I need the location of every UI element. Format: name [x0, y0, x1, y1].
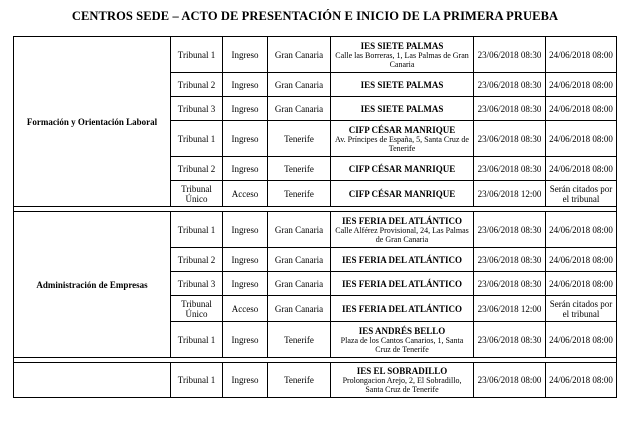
isla-cell: Gran Canaria: [268, 272, 331, 296]
presentacion-cell: 23/06/2018 08:30: [474, 121, 546, 157]
sede-name: IES SIETE PALMAS: [360, 40, 444, 51]
isla-cell: Gran Canaria: [268, 37, 331, 73]
prueba-cell: 24/06/2018 08:00: [546, 97, 617, 121]
prueba-cell: 24/06/2018 08:00: [546, 157, 617, 181]
sede-cell: [331, 121, 474, 157]
sede-name: CIFP CÉSAR MANRIQUE: [348, 124, 456, 135]
sede-cell: [331, 73, 474, 97]
tribunal-cell: Tribunal 3: [171, 272, 223, 296]
cycle-name: Formación y Orientación Laboral: [26, 116, 158, 127]
acceso-cell: Ingreso: [223, 212, 268, 248]
isla-cell: Tenerife: [268, 121, 331, 157]
tribunal-cell: Tribunal Único: [171, 181, 223, 207]
acceso-cell: Ingreso: [223, 73, 268, 97]
acceso-cell: Acceso: [223, 296, 268, 322]
sede-name: IES FERIA DEL ATLÁNTICO: [341, 215, 463, 226]
presentacion-cell: 23/06/2018 08:30: [474, 157, 546, 181]
sede-name: IES FERIA DEL ATLÁNTICO: [341, 254, 463, 265]
cycle-cell: [14, 363, 171, 398]
sede-cell: [331, 181, 474, 207]
acceso-cell: Ingreso: [223, 97, 268, 121]
isla-cell: Gran Canaria: [268, 97, 331, 121]
sede-cell: [331, 272, 474, 296]
acceso-cell: Ingreso: [223, 248, 268, 272]
acceso-cell: Ingreso: [223, 363, 268, 398]
presentacion-cell: 23/06/2018 08:30: [474, 248, 546, 272]
acceso-cell: Ingreso: [223, 121, 268, 157]
sede-name: CIFP CÉSAR MANRIQUE: [348, 188, 456, 199]
isla-cell: Tenerife: [268, 157, 331, 181]
tribunal-cell: Tribunal 1: [171, 121, 223, 157]
acceso-cell: Ingreso: [223, 37, 268, 73]
isla-cell: Gran Canaria: [268, 73, 331, 97]
sede-name: IES EL SOBRADILLO: [356, 366, 448, 376]
presentacion-cell: 23/06/2018 08:30: [474, 322, 546, 358]
prueba-cell: 24/06/2018 08:00: [546, 121, 617, 157]
table-row: [14, 212, 617, 248]
sede-address: Plaza de los Cantos Canarios, 1, Santa Cruz de Tenerife: [340, 335, 464, 354]
isla-cell: Tenerife: [268, 322, 331, 358]
cycle-cell: [14, 212, 171, 358]
sede-address: Av. Príncipes de España, 5, Santa Cruz de Tenerife: [335, 134, 469, 153]
acceso-cell: Acceso: [223, 181, 268, 207]
acceso-cell: Ingreso: [223, 272, 268, 296]
prueba-cell: 24/06/2018 08:00: [546, 212, 617, 248]
sede-cell: [331, 248, 474, 272]
tribunal-cell: Tribunal 1: [171, 212, 223, 248]
tribunal-cell: Tribunal 1: [171, 37, 223, 73]
tribunal-cell: Tribunal 2: [171, 157, 223, 181]
tribunal-cell: Tribunal 2: [171, 73, 223, 97]
acceso-cell: Ingreso: [223, 157, 268, 181]
presentacion-cell: 23/06/2018 08:30: [474, 97, 546, 121]
prueba-cell: 24/06/2018 08:00: [546, 363, 617, 398]
prueba-cell: 24/06/2018 08:00: [546, 272, 617, 296]
table-row: [14, 37, 617, 73]
sede-name: IES FERIA DEL ATLÁNTICO: [341, 303, 463, 314]
sede-cell: [331, 97, 474, 121]
sede-name: IES SIETE PALMAS: [360, 103, 444, 114]
cycle-cell: [14, 37, 171, 207]
sede-address: Calle las Borreras, 1, Las Palmas de Gran Canaria: [335, 50, 469, 69]
tribunal-cell: Tribunal 3: [171, 97, 223, 121]
prueba-cell: Serán citados por el tribunal: [546, 296, 617, 322]
prueba-cell: 24/06/2018 08:00: [546, 322, 617, 358]
presentacion-cell: 23/06/2018 08:00: [474, 363, 546, 398]
presentacion-cell: 23/06/2018 12:00: [474, 296, 546, 322]
sede-cell: [331, 37, 474, 73]
presentacion-cell: 23/06/2018 08:30: [474, 272, 546, 296]
tribunal-cell: Tribunal Único: [171, 296, 223, 322]
tribunal-cell: Tribunal 1: [171, 363, 223, 398]
isla-cell: Tenerife: [268, 181, 331, 207]
sede-name: IES FERIA DEL ATLÁNTICO: [341, 278, 463, 289]
sede-address: Calle Alférez Provisional, 24, Las Palmas de Gran Canaria: [335, 225, 469, 244]
page-title: CENTROS SEDE – ACTO DE PRESENTACIÓN E INICIO DE LA PRIMERA PRUEBA: [71, 9, 559, 23]
isla-cell: Gran Canaria: [268, 248, 331, 272]
tribunal-cell: Tribunal 1: [171, 322, 223, 358]
isla-cell: Gran Canaria: [268, 212, 331, 248]
cycle-name: Administración de Empresas: [36, 279, 148, 290]
presentacion-cell: 23/06/2018 12:00: [474, 181, 546, 207]
tribunal-cell: Tribunal 2: [171, 248, 223, 272]
presentacion-cell: 23/06/2018 08:30: [474, 37, 546, 73]
acceso-cell: Ingreso: [223, 322, 268, 358]
sede-cell: [331, 296, 474, 322]
sede-address: Prolongacion Arejo, 2, El Sobradillo, Santa Cruz de Tenerife: [342, 376, 462, 394]
sede-cell: [331, 322, 474, 358]
presentacion-cell: 23/06/2018 08:30: [474, 212, 546, 248]
presentacion-cell: 23/06/2018 08:30: [474, 73, 546, 97]
table-row: [14, 363, 617, 398]
isla-cell: Tenerife: [268, 363, 331, 398]
isla-cell: Gran Canaria: [268, 296, 331, 322]
prueba-cell: 24/06/2018 08:00: [546, 37, 617, 73]
sede-cell: [331, 363, 474, 398]
prueba-cell: 24/06/2018 08:00: [546, 73, 617, 97]
sede-table: [13, 36, 617, 398]
sede-cell: [331, 157, 474, 181]
sede-cell: [331, 212, 474, 248]
sede-name: IES ANDRÉS BELLO: [358, 325, 446, 336]
sede-name: IES SIETE PALMAS: [360, 79, 444, 90]
sede-name: CIFP CÉSAR MANRIQUE: [348, 163, 456, 174]
prueba-cell: Serán citados por el tribunal: [546, 181, 617, 207]
prueba-cell: 24/06/2018 08:00: [546, 248, 617, 272]
